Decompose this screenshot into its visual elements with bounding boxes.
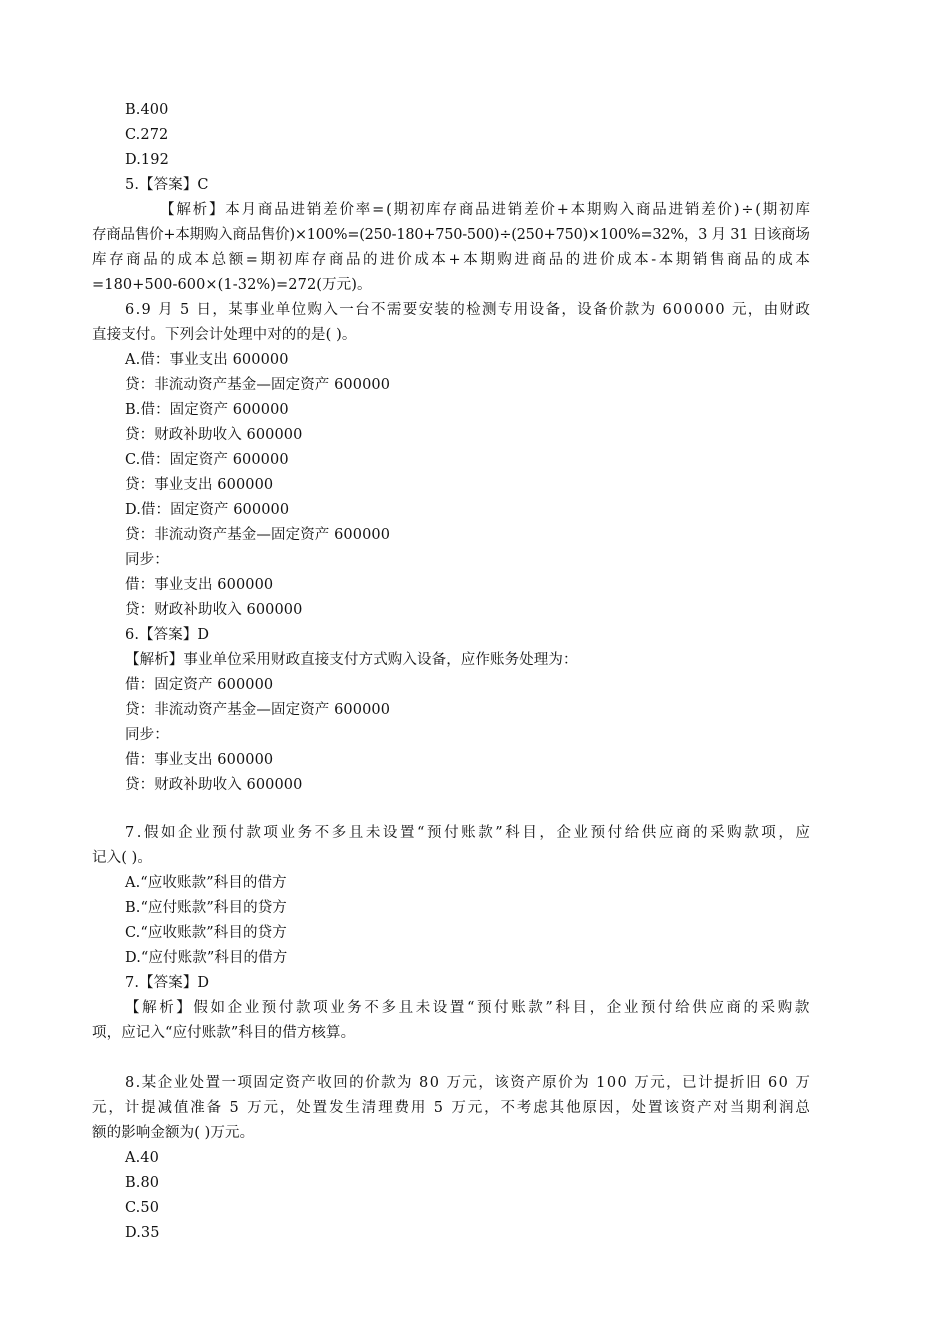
text-line: D.借：固定资产 600000: [125, 502, 290, 518]
text-line: 同步：: [125, 552, 169, 568]
text-line: 贷：非流动资产基金—固定资产 600000: [125, 702, 391, 718]
text-line: 【解析】事业单位采用财政直接支付方式购入设备，应作账务处理为：: [125, 652, 578, 668]
text-line: 7.【答案】D: [125, 975, 210, 991]
text-line: 贷：非流动资产基金—固定资产 600000: [125, 377, 391, 393]
text-line: 【解析】假如企业预付款项业务不多且未设置“预付账款”科目，企业预付给供应商的采购款: [125, 1000, 812, 1016]
text-line: 贷：财政补助收入 600000: [125, 777, 303, 793]
text-line: A.“应收账款”科目的借方: [125, 875, 287, 891]
text-line: 6.【答案】D: [125, 627, 210, 643]
text-line: D.“应付账款”科目的借方: [125, 950, 288, 966]
text-line: A.40: [125, 1150, 159, 1166]
text-line: C.50: [125, 1200, 160, 1216]
text-line: 【解析】本月商品进销差价率=(期初库存商品进销差价+本期购入商品进销差价)÷(期初库: [160, 202, 812, 218]
text-line: 贷：非流动资产基金—固定资产 600000: [125, 527, 391, 543]
text-line: 项，应记入“应付账款”科目的借方核算。: [92, 1025, 356, 1041]
text-line: 8.某企业处置一项固定资产收回的价款为 80 万元，该资产原价为 100 万元，已计提折旧 60 万: [125, 1075, 812, 1091]
text-line: 同步：: [125, 727, 169, 743]
text-line: =180+500-600×(1-32%)=272(万元)。: [92, 277, 372, 293]
text-line: 7.假如企业预付款项业务不多且未设置“预付账款”科目，企业预付给供应商的采购款项，应: [125, 825, 813, 841]
text-line: 存商品售价+本期购入商品售价)×100%=(250-180+750-500)÷(250+750)×100%=32%，3 月 31 日该商场: [92, 227, 810, 243]
text-line: C.272: [125, 127, 169, 143]
text-line: B.借：固定资产 600000: [125, 402, 289, 418]
text-line: D.192: [125, 152, 169, 168]
text-line: 贷：财政补助收入 600000: [125, 427, 303, 443]
text-line: 借：固定资产 600000: [125, 677, 274, 693]
text-line: B.80: [125, 1175, 160, 1191]
text-line: 元，计提减值准备 5 万元，处置发生清理费用 5 万元，不考虑其他原因，处置该资产对当期利润总: [92, 1100, 812, 1116]
text-line: B.400: [125, 102, 169, 118]
text-line: D.35: [125, 1225, 160, 1241]
text-line: 6.9 月 5 日，某事业单位购入一台不需要安装的检测专用设备，设备价款为 600000 元，由财政: [125, 302, 812, 318]
text-line: 库存商品的成本总额=期初库存商品的进价成本+本期购进商品的进价成本-本期销售商品的成本: [92, 252, 813, 268]
text-line: 贷：财政补助收入 600000: [125, 602, 303, 618]
text-line: A.借：事业支出 600000: [125, 352, 289, 368]
text-line: 直接支付。下列会计处理中对的的是( )。: [92, 327, 357, 343]
text-line: C.“应收账款”科目的贷方: [125, 925, 287, 941]
text-line: C.借：固定资产 600000: [125, 452, 289, 468]
text-line: 贷：事业支出 600000: [125, 477, 274, 493]
text-line: B.“应付账款”科目的贷方: [125, 900, 287, 916]
text-line: 借：事业支出 600000: [125, 752, 274, 768]
text-line: 5.【答案】C: [125, 177, 209, 193]
text-line: 记入( )。: [92, 850, 153, 866]
text-line: 额的影响金额为( )万元。: [92, 1125, 255, 1141]
text-line: 借：事业支出 600000: [125, 577, 274, 593]
